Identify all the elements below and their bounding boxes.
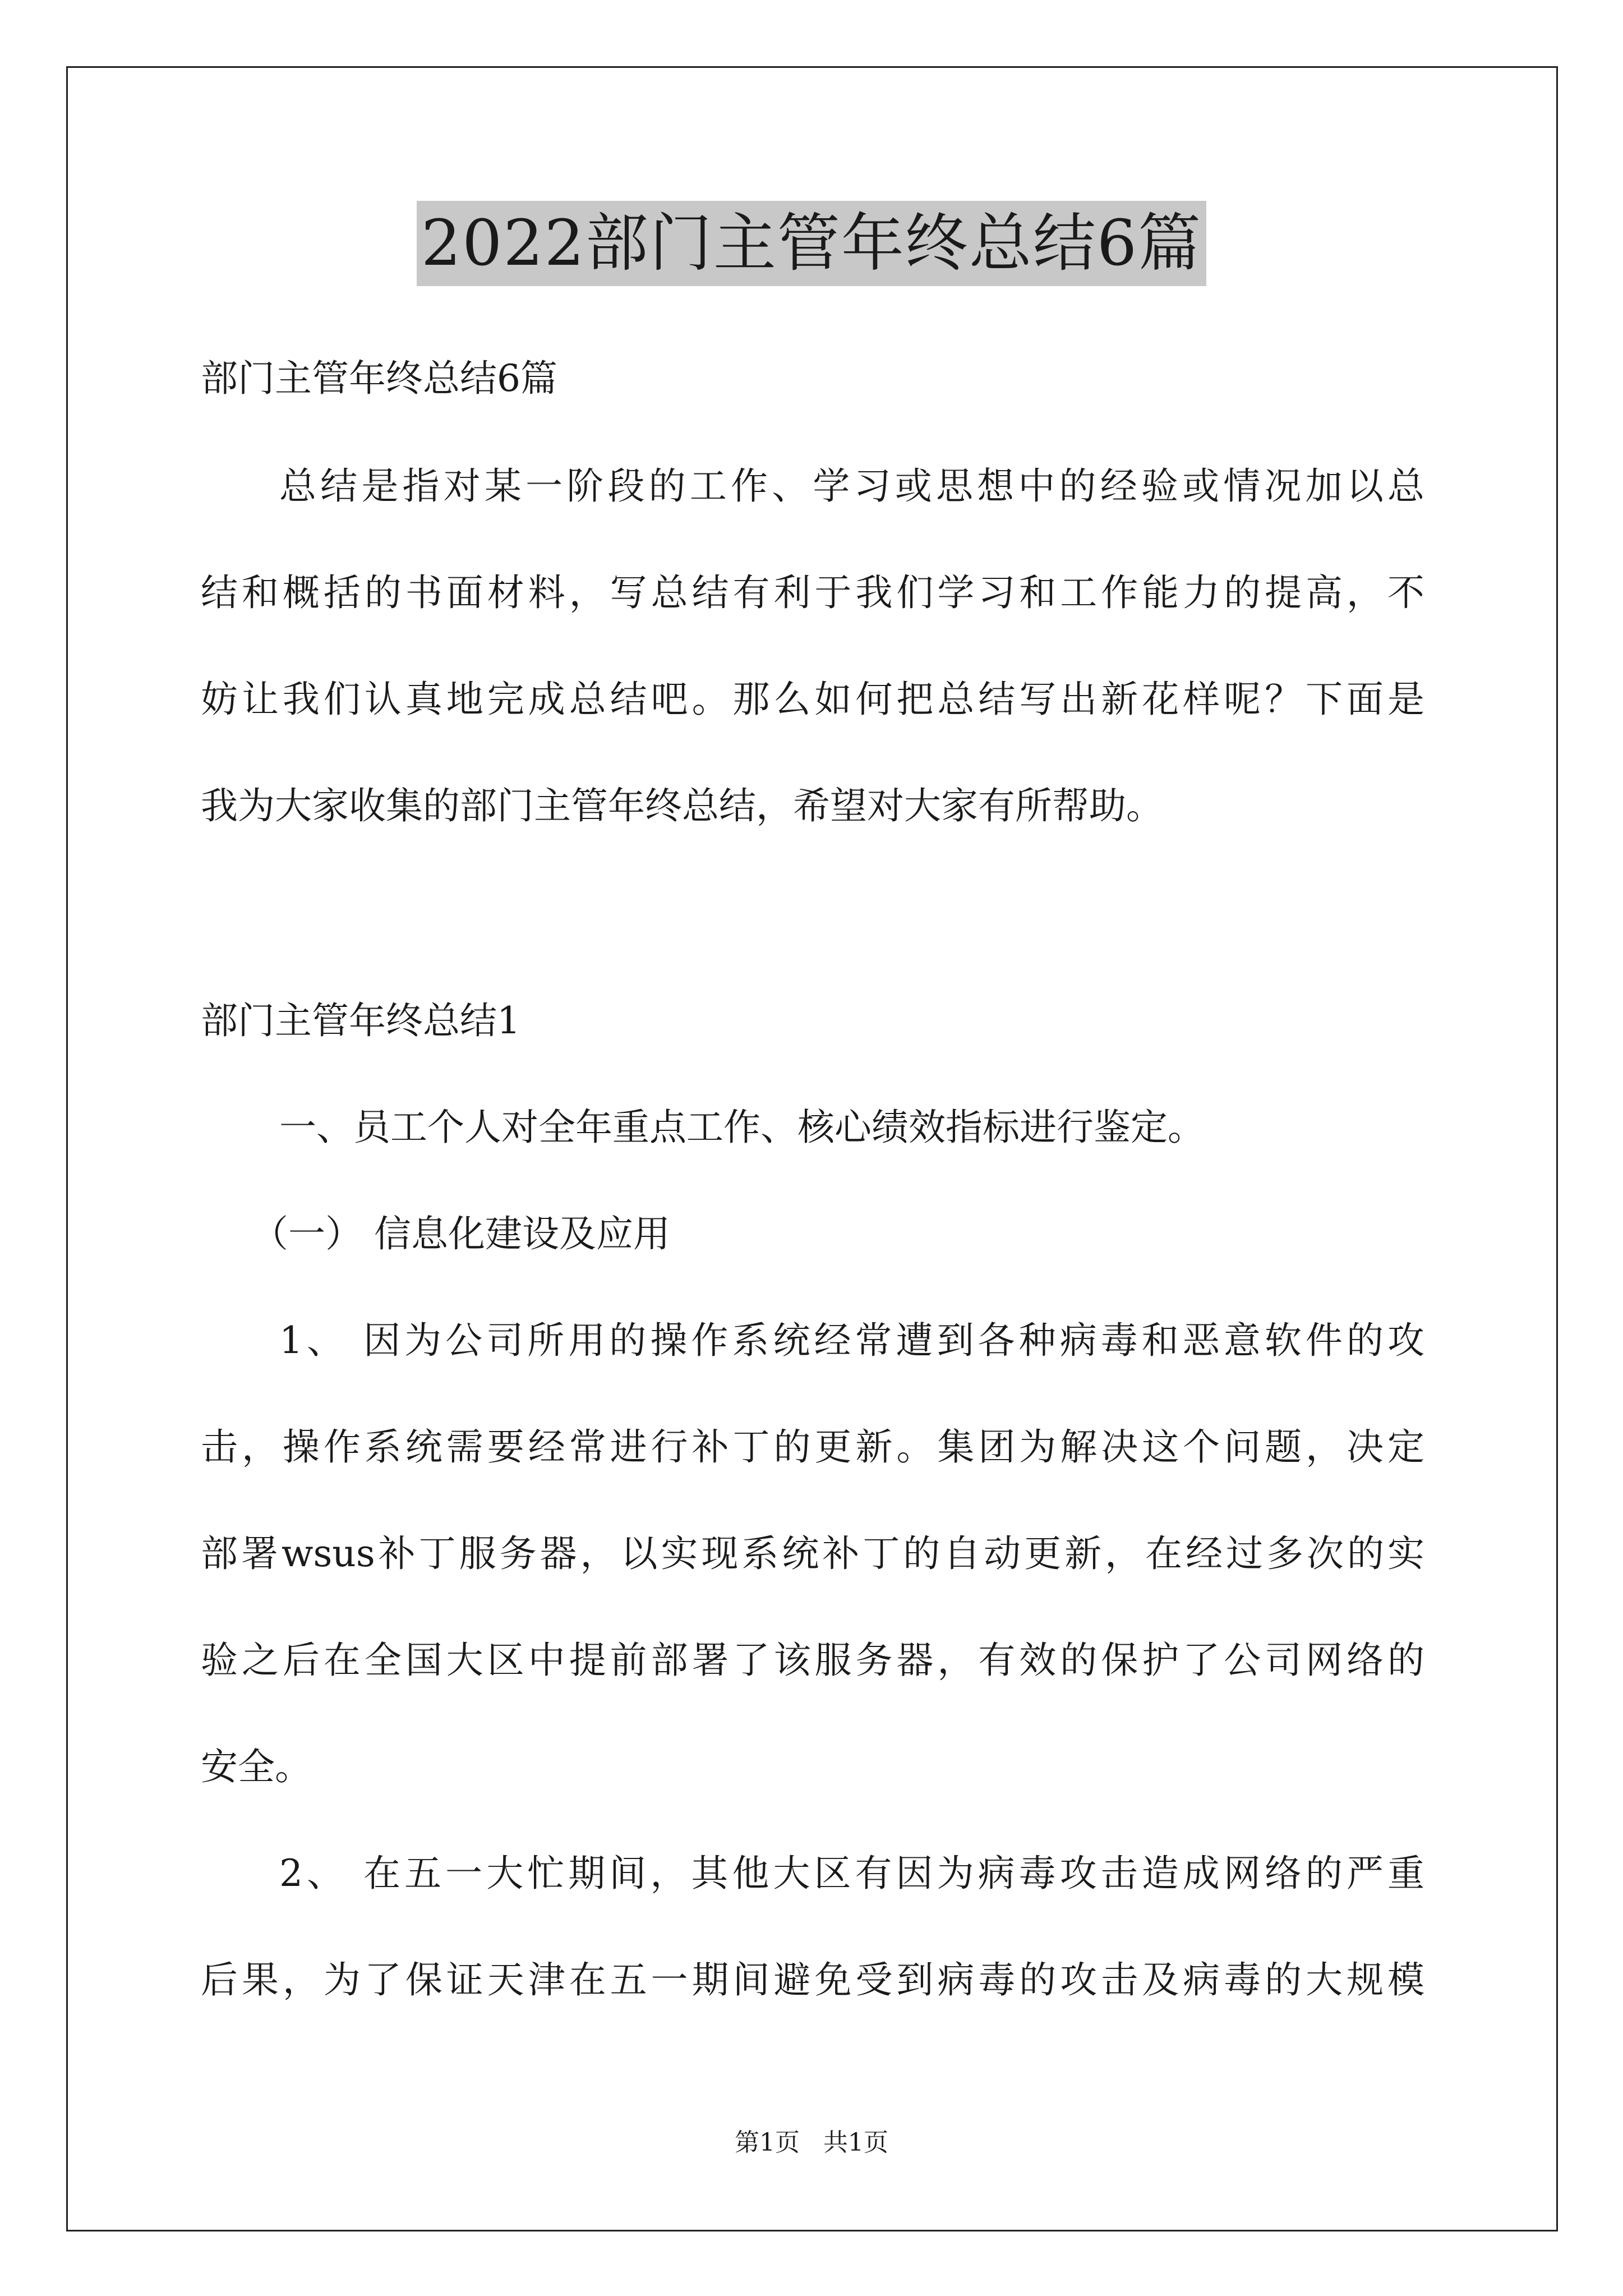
item1-line-2: 击，操作系统需要经常进行补丁的更新。集团为解决这个问题，决定 — [201, 1425, 1424, 1469]
sub-heading: （一） 信息化建设及应用 — [251, 1212, 670, 1255]
title-container — [0, 201, 1623, 286]
item1-line-3: 部署wsus补丁服务器，以实现系统补丁的自动更新，在经过多次的实 — [201, 1532, 1424, 1575]
document-title: 2022部门主管年终总结6篇 — [417, 201, 1206, 286]
item1-line-4: 验之后在全国大区中提前部署了该服务器，有效的保护了公司网络的 — [201, 1639, 1424, 1682]
item1-line-5: 安全。 — [201, 1745, 312, 1788]
item1-line-1: 1、 因为公司所用的操作系统经常遭到各种病毒和恶意软件的攻 — [279, 1319, 1424, 1362]
page-number: 第1页 — [735, 2128, 800, 2157]
intro-line-1: 总结是指对某一阶段的工作、学习或思想中的经验或情况加以总 — [279, 464, 1424, 508]
page-total: 共1页 — [823, 2128, 888, 2157]
intro-line-3: 妨让我们认真地完成总结吧。那么如何把总结写出新花样呢？下面是 — [201, 678, 1424, 721]
section-point: 一、员工个人对全年重点工作、核心绩效指标进行鉴定。 — [279, 1106, 1205, 1149]
page-footer — [0, 2126, 1623, 2160]
item2-line-2: 后果，为了保证天津在五一期间避免受到病毒的攻击及病毒的大规模 — [201, 1958, 1424, 2001]
section-heading: 部门主管年终总结1 — [201, 999, 520, 1042]
item2-line-1: 2、 在五一大忙期间，其他大区有因为病毒攻击造成网络的严重 — [279, 1852, 1424, 1895]
document-subtitle: 部门主管年终总结6篇 — [201, 357, 557, 400]
intro-line-4: 我为大家收集的部门主管年终总结，希望对大家有所帮助。 — [201, 784, 1163, 827]
intro-line-2: 结和概括的书面材料，写总结有利于我们学习和工作能力的提高，不 — [201, 571, 1424, 614]
